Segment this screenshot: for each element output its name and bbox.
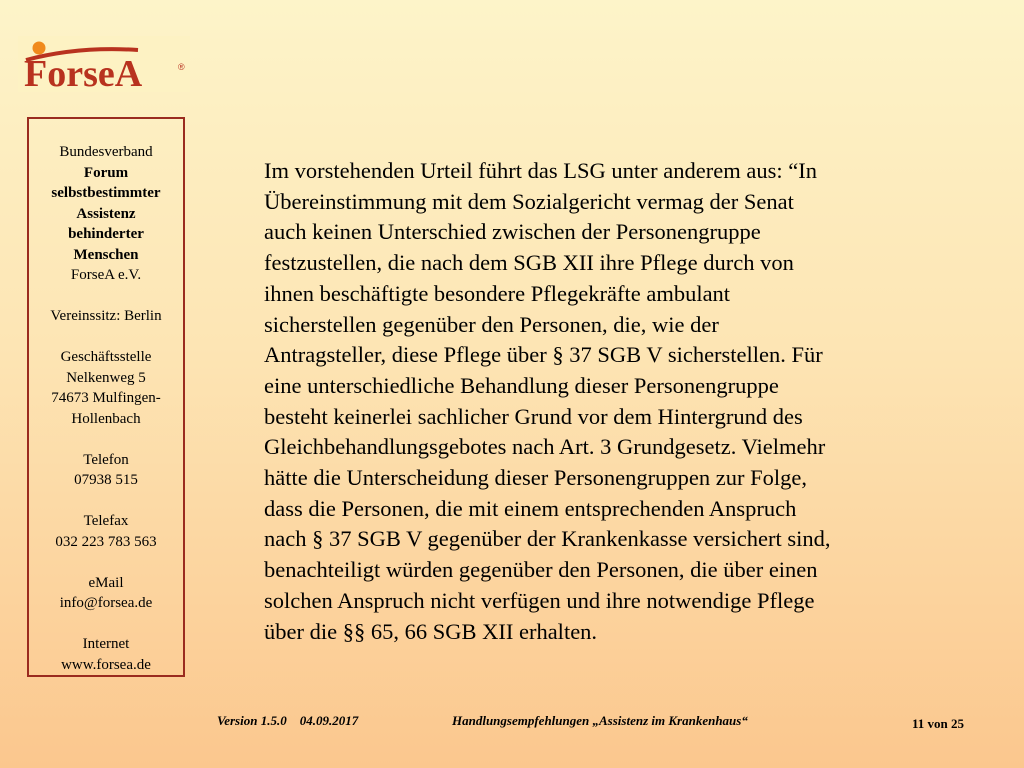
paragraph-line: solchen Anspruch nicht verfügen und ihre notwendige Pflege [264,587,815,613]
paragraph-line: dass die Personen, die mit einem entsprechenden Anspruch [264,495,797,521]
sidebar-line: www.forsea.de [61,656,151,673]
paragraph-line: eine unterschiedliche Behandlung dieser Personengruppe [264,372,779,398]
paragraph-line: Im vorstehenden Urteil führt das LSG unter anderem aus: “In [264,158,817,183]
paragraph-line: nach § 37 SGB V gegenüber der Krankenkasse versichert sind, [264,526,831,552]
paragraph-line: hätte die Unterscheidung dieser Personengruppen zur Folge, [264,465,807,491]
forsea-logo [18,36,190,92]
sidebar-line: ForseA e.V. [70,267,142,283]
contact-sidebar [27,117,185,677]
sidebar-line: selbstbestimmter [51,185,161,201]
sidebar-line: Bundesverband [59,144,153,160]
sidebar-block [29,511,183,552]
footer-version: Version 1.5.0 04.09.2017 [217,713,359,728]
sidebar-block [29,634,183,675]
paragraph-line: Gleichbehandlungsgebotes nach Art. 3 Grundgesetz. Vielmehr [264,434,826,460]
paragraph-line: benachteiligt würden gegenüber den Personen, die über einen [264,557,818,583]
paragraph-line: auch keinen Unterschied zwischen der Personengruppe [264,219,761,245]
sidebar-line: Telefax [83,513,129,529]
paragraph-line: über die §§ 65, 66 SGB XII erhalten. [264,618,598,644]
sidebar-line: Nelkenweg 5 [66,369,146,386]
sidebar-line: Vereinssitz: Berlin [50,308,162,324]
sidebar-line: Hollenbach [71,410,141,427]
footer-title: Handlungsempfehlungen „Assistenz im Krankenhaus“ [452,713,748,728]
sidebar-line: Forum [83,164,129,181]
sidebar-block [29,347,183,429]
registered-mark: ® [178,62,185,72]
sidebar-line: 74673 Mulfingen- [51,390,161,406]
main-text [264,156,944,647]
sidebar-line: eMail [88,574,124,591]
forsea-logo-icon [18,36,190,92]
sidebar-line: Geschäftsstelle [60,349,152,365]
paragraph-line: Antragsteller, diese Pflege über § 37 SGB V sicherstellen. Für [264,342,823,368]
page-number: 11 von 25 [912,716,965,731]
sidebar-block [29,573,183,614]
sidebar-line: Internet [82,636,130,652]
sidebar-line: info@forsea.de [59,595,153,611]
sidebar-line: 07938 515 [74,472,138,488]
footer [0,713,1024,737]
paragraph-line: festzustellen, die nach dem SGB XII ihre Pflege durch von [264,250,794,276]
paragraph-line: sicherstellen gegenüber den Personen, die, wie der [264,311,719,337]
sidebar-block [29,306,183,327]
paragraph-line: ihnen beschäftigte besondere Pflegekräfte ambulant [264,280,731,306]
logo-text: ForseA [24,53,143,92]
sidebar-block [29,142,183,286]
sidebar-line: Menschen [73,246,139,263]
paragraph-line: besteht keinerlei sachlicher Grund vor dem Hintergrund des [264,403,803,429]
sidebar-line: Telefon [83,451,129,468]
paragraph-line: Übereinstimmung mit dem Sozialgericht vermag der Senat [264,188,794,214]
sidebar-block [29,450,183,491]
sidebar-line: behinderter [68,226,144,242]
sidebar-line: Assistenz [76,205,136,222]
sidebar-line: 032 223 783 563 [55,533,157,550]
